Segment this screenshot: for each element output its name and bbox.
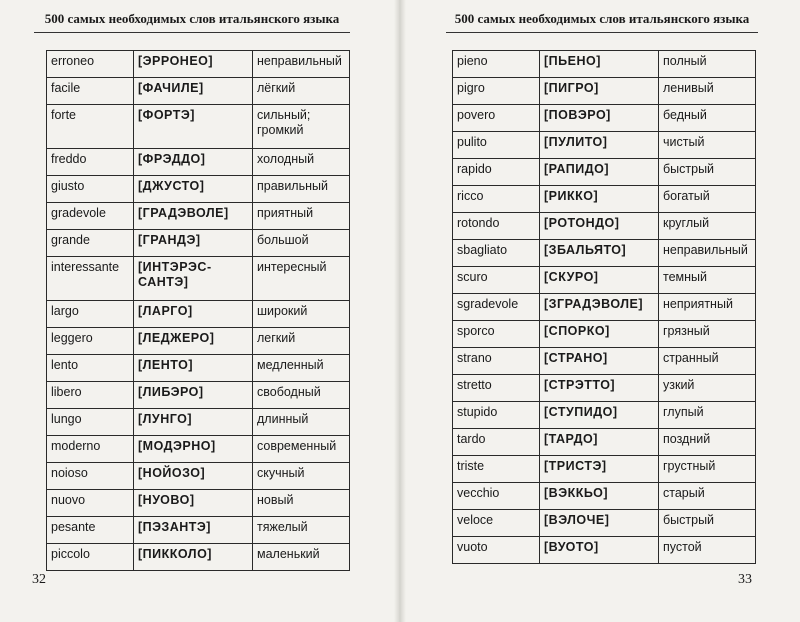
table-row <box>47 203 350 230</box>
italian-word: veloce <box>453 510 540 537</box>
russian-translation: тяжелый <box>253 517 350 544</box>
russian-translation: грустный <box>659 456 756 483</box>
italian-word: sgradevole <box>453 294 540 321</box>
table-row <box>453 78 756 105</box>
page-header: 500 самых необходимых слов итальянского языка <box>446 6 758 33</box>
table-row <box>453 213 756 240</box>
italian-word: ricco <box>453 186 540 213</box>
transcription: [ФОРТЭ] <box>134 105 253 149</box>
transcription: [ПУЛИТО] <box>540 132 659 159</box>
transcription: [ТРИСТЭ] <box>540 456 659 483</box>
table-row <box>453 294 756 321</box>
russian-translation: холодный <box>253 149 350 176</box>
italian-word: pigro <box>453 78 540 105</box>
italian-word: tardo <box>453 429 540 456</box>
russian-translation: грязный <box>659 321 756 348</box>
italian-word: freddo <box>47 149 134 176</box>
table-row <box>453 537 756 564</box>
russian-translation: неприятный <box>659 294 756 321</box>
italian-word: libero <box>47 382 134 409</box>
transcription: [ПЬЕНО] <box>540 51 659 78</box>
table-row <box>453 105 756 132</box>
table-row <box>47 176 350 203</box>
italian-word: piccolo <box>47 544 134 571</box>
table-row <box>47 490 350 517</box>
russian-translation: медленный <box>253 355 350 382</box>
table-row <box>47 301 350 328</box>
transcription: [СКУРО] <box>540 267 659 294</box>
table-row <box>453 348 756 375</box>
transcription: [ЛЕНТО] <box>134 355 253 382</box>
transcription: [ВЭЛОЧЕ] <box>540 510 659 537</box>
russian-translation: скучный <box>253 463 350 490</box>
table-row <box>453 159 756 186</box>
russian-translation: бедный <box>659 105 756 132</box>
russian-translation: легкий <box>253 328 350 355</box>
italian-word: noioso <box>47 463 134 490</box>
russian-translation: ленивый <box>659 78 756 105</box>
table-row <box>47 382 350 409</box>
vocabulary-table <box>452 50 756 564</box>
italian-word: pieno <box>453 51 540 78</box>
table-row <box>47 355 350 382</box>
russian-translation: глупый <box>659 402 756 429</box>
table-row <box>453 132 756 159</box>
table-row <box>453 267 756 294</box>
russian-translation: лёгкий <box>253 78 350 105</box>
italian-word: rotondo <box>453 213 540 240</box>
russian-translation: правильный <box>253 176 350 203</box>
russian-translation: поздний <box>659 429 756 456</box>
italian-word: strano <box>453 348 540 375</box>
italian-word: vuoto <box>453 537 540 564</box>
transcription: [ФРЭДДО] <box>134 149 253 176</box>
table-row <box>47 78 350 105</box>
transcription: [ЭРРОНЕО] <box>134 51 253 78</box>
italian-word: facile <box>47 78 134 105</box>
vocabulary-table <box>46 50 350 571</box>
italian-word: moderno <box>47 436 134 463</box>
russian-translation: большой <box>253 230 350 257</box>
table-row <box>47 328 350 355</box>
table-row <box>453 510 756 537</box>
russian-translation: интересный <box>253 257 350 301</box>
russian-translation: неправильный <box>253 51 350 78</box>
italian-word: leggero <box>47 328 134 355</box>
russian-translation: странный <box>659 348 756 375</box>
transcription: [ЛИБЭРО] <box>134 382 253 409</box>
russian-translation: маленький <box>253 544 350 571</box>
russian-translation: пустой <box>659 537 756 564</box>
table-row <box>453 429 756 456</box>
table-row <box>47 409 350 436</box>
italian-word: povero <box>453 105 540 132</box>
italian-word: grande <box>47 230 134 257</box>
transcription: [ВЭККЬО] <box>540 483 659 510</box>
russian-translation: круглый <box>659 213 756 240</box>
page-header: 500 самых необходимых слов итальянского языка <box>34 6 350 33</box>
table-row <box>453 456 756 483</box>
page-number: 32 <box>32 572 46 587</box>
italian-word: lungo <box>47 409 134 436</box>
russian-translation: богатый <box>659 186 756 213</box>
russian-translation: длинный <box>253 409 350 436</box>
italian-word: sbagliato <box>453 240 540 267</box>
transcription: [СПОРКО] <box>540 321 659 348</box>
italian-word: interessante <box>47 257 134 301</box>
russian-translation: чистый <box>659 132 756 159</box>
page-number: 33 <box>738 572 752 587</box>
italian-word: rapido <box>453 159 540 186</box>
transcription: [МОДЭРНО] <box>134 436 253 463</box>
russian-translation: современный <box>253 436 350 463</box>
transcription: [ГРАДЭВОЛЕ] <box>134 203 253 230</box>
italian-word: gradevole <box>47 203 134 230</box>
transcription: [ГРАНДЭ] <box>134 230 253 257</box>
table-row <box>47 544 350 571</box>
transcription: [ИНТЭРЭС-САНТЭ] <box>134 257 253 301</box>
table-row <box>47 230 350 257</box>
table-row <box>47 436 350 463</box>
transcription: [ПИГРО] <box>540 78 659 105</box>
table-row <box>453 321 756 348</box>
italian-word: erroneo <box>47 51 134 78</box>
transcription: [ВУОТО] <box>540 537 659 564</box>
russian-translation: приятный <box>253 203 350 230</box>
table-row <box>453 402 756 429</box>
transcription: [ЛУНГО] <box>134 409 253 436</box>
italian-word: stretto <box>453 375 540 402</box>
transcription: [ЛАРГО] <box>134 301 253 328</box>
table-row <box>47 257 350 301</box>
transcription: [СТРЭТТО] <box>540 375 659 402</box>
transcription: [ДЖУСТО] <box>134 176 253 203</box>
transcription: [РОТОНДО] <box>540 213 659 240</box>
table-row <box>453 51 756 78</box>
italian-word: forte <box>47 105 134 149</box>
italian-word: lento <box>47 355 134 382</box>
transcription: [НУОВО] <box>134 490 253 517</box>
table-row <box>47 463 350 490</box>
table-row <box>47 517 350 544</box>
transcription: [ЗГРАДЭВОЛЕ] <box>540 294 659 321</box>
transcription: [СТУПИДО] <box>540 402 659 429</box>
italian-word: pesante <box>47 517 134 544</box>
table-row <box>47 105 350 149</box>
book-spine <box>394 0 406 622</box>
table-row <box>453 240 756 267</box>
left-page <box>0 0 398 622</box>
transcription: [ПИККОЛО] <box>134 544 253 571</box>
italian-word: giusto <box>47 176 134 203</box>
russian-translation: новый <box>253 490 350 517</box>
transcription: [ЗБАЛЬЯТО] <box>540 240 659 267</box>
russian-translation: старый <box>659 483 756 510</box>
table-row <box>47 51 350 78</box>
italian-word: vecchio <box>453 483 540 510</box>
russian-translation: полный <box>659 51 756 78</box>
russian-translation: свободный <box>253 382 350 409</box>
transcription: [ТАРДО] <box>540 429 659 456</box>
table-row <box>47 149 350 176</box>
italian-word: scuro <box>453 267 540 294</box>
russian-translation: узкий <box>659 375 756 402</box>
transcription: [РАПИДО] <box>540 159 659 186</box>
italian-word: pulito <box>453 132 540 159</box>
table-row <box>453 483 756 510</box>
russian-translation: широкий <box>253 301 350 328</box>
transcription: [ФАЧИЛЕ] <box>134 78 253 105</box>
transcription: [НОЙОЗО] <box>134 463 253 490</box>
russian-translation: неправильный <box>659 240 756 267</box>
italian-word: triste <box>453 456 540 483</box>
table-row <box>453 186 756 213</box>
italian-word: nuovo <box>47 490 134 517</box>
italian-word: largo <box>47 301 134 328</box>
italian-word: sporco <box>453 321 540 348</box>
italian-word: stupido <box>453 402 540 429</box>
russian-translation: быстрый <box>659 159 756 186</box>
transcription: [РИККО] <box>540 186 659 213</box>
russian-translation: темный <box>659 267 756 294</box>
table-row <box>453 375 756 402</box>
right-page <box>402 0 800 622</box>
russian-translation: сильный; громкий <box>253 105 350 149</box>
russian-translation: быстрый <box>659 510 756 537</box>
transcription: [СТРАНО] <box>540 348 659 375</box>
transcription: [ПОВЭРО] <box>540 105 659 132</box>
transcription: [ПЭЗАНТЭ] <box>134 517 253 544</box>
transcription: [ЛЕДЖЕРО] <box>134 328 253 355</box>
